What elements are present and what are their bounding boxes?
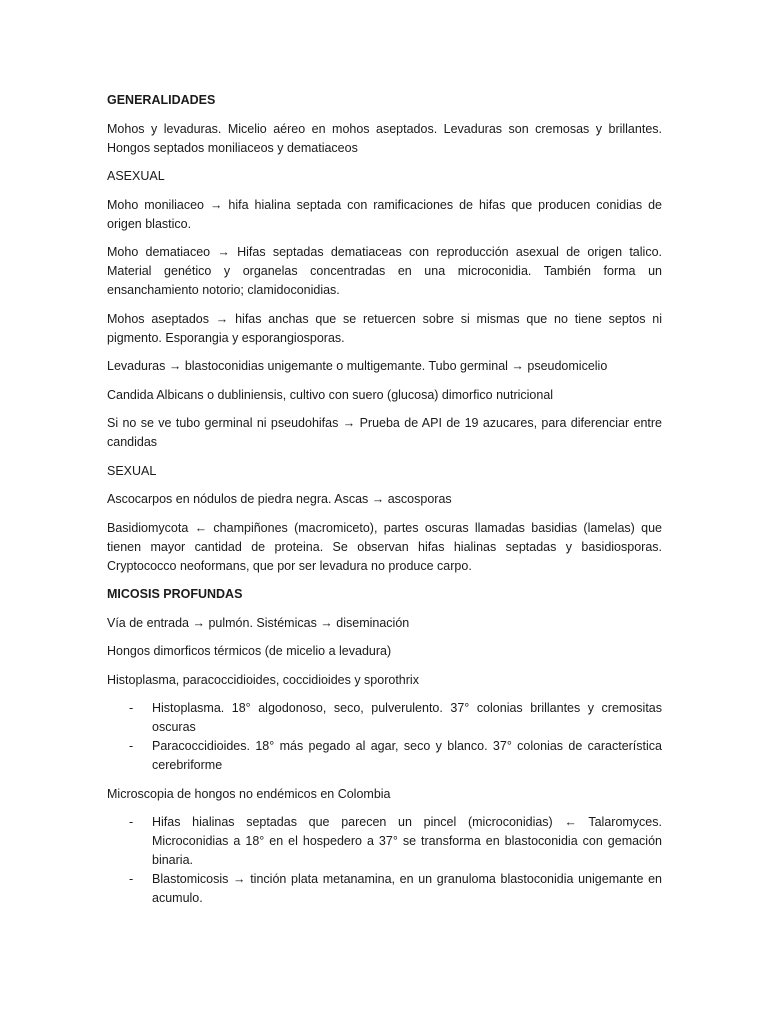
list-item-text: Paracoccidioides. 18° más pegado al agar, seco y blanco. 37° colonias de característica cerebriforme (152, 739, 662, 772)
list-item (107, 813, 662, 870)
heading-sexual: SEXUAL (107, 463, 157, 478)
list-item-text: Blastomicosis → tinción plata metanamina, en un granuloma blastoconidia unigemante en acumulo. (152, 872, 662, 905)
dash-list-dimorficos (107, 699, 662, 775)
list-item-text: Hifas hialinas septadas que parecen un pincel (microconidias) ← Talaromyces. Microconidias a 18° en el hospedero a 37° se transforma en blastoconidia con gemación binaria. (152, 815, 662, 867)
list-item (107, 737, 662, 775)
dash-bullet: - (129, 815, 134, 829)
paragraph: Hongos dimorficos térmicos (de micelio a levadura) (107, 644, 392, 658)
paragraph: Mohos y levaduras. Micelio aéreo en mohos aseptados. Levaduras son cremosas y brillantes. Hongos septados moniliaceos y dematiaceos (107, 121, 662, 155)
paragraph: Mohos aseptados → hifas anchas que se retuercen sobre si mismas que no tiene septos ni pigmento. Esporangia y esporangiosporas. (107, 311, 662, 345)
heading-generalidades: GENERALIDADES (107, 93, 216, 107)
list-item (107, 870, 662, 908)
paragraph: Vía de entrada → pulmón. Sistémicas → diseminación (107, 615, 410, 630)
paragraph: Microscopia de hongos no endémicos en Colombia (107, 786, 391, 801)
paragraph: Candida Albicans o dubliniensis, cultivo con suero (glucosa) dimorfico nutricional (107, 387, 554, 402)
document-body (107, 91, 662, 918)
dash-bullet: - (129, 872, 134, 886)
heading-micosis-profundas: MICOSIS PROFUNDAS (107, 587, 243, 601)
paragraph: Histoplasma, paracoccidioides, coccidioides y sporothrix (107, 672, 419, 687)
paragraph: Levaduras → blastoconidias unigemante o multigemante. Tubo germinal → pseudomicelio (107, 359, 608, 373)
dash-bullet: - (129, 739, 134, 753)
paragraph: Moho dematiaceo → Hifas septadas dematiaceas con reproducción asexual de origen talico. Material genético y organelas concentradas en una microconidia. También forma un ensanchamiento notorio; clamidoconidias. (107, 245, 662, 297)
paragraph: Ascocarpos en nódulos de piedra negra. Ascas → ascosporas (107, 492, 452, 506)
paragraph: Moho moniliaceo → hifa hialina septada con ramificaciones de hifas que producen conidias de origen blastico. (107, 197, 662, 231)
dash-list-no-endemicos (107, 813, 662, 908)
dash-bullet: - (129, 701, 134, 715)
list-item (107, 699, 662, 737)
heading-asexual: ASEXUAL (107, 169, 165, 183)
list-item-text: Histoplasma. 18° algodonoso, seco, pulverulento. 37° colonias brillantes y cremositas oscuras (152, 701, 662, 734)
paragraph: Basidiomycota ← champiñones (macromiceto), partes oscuras llamadas basidias (lamelas) que tienen mayor cantidad de proteina. Se observan hifas hialinas septadas y basidiosporas. Cryptococco neoformans, que por ser levadura no produce carpo. (107, 520, 662, 573)
paragraph: Si no se ve tubo germinal ni pseudohifas → Prueba de API de 19 azucares, para diferenciar entre candidas (107, 416, 662, 449)
